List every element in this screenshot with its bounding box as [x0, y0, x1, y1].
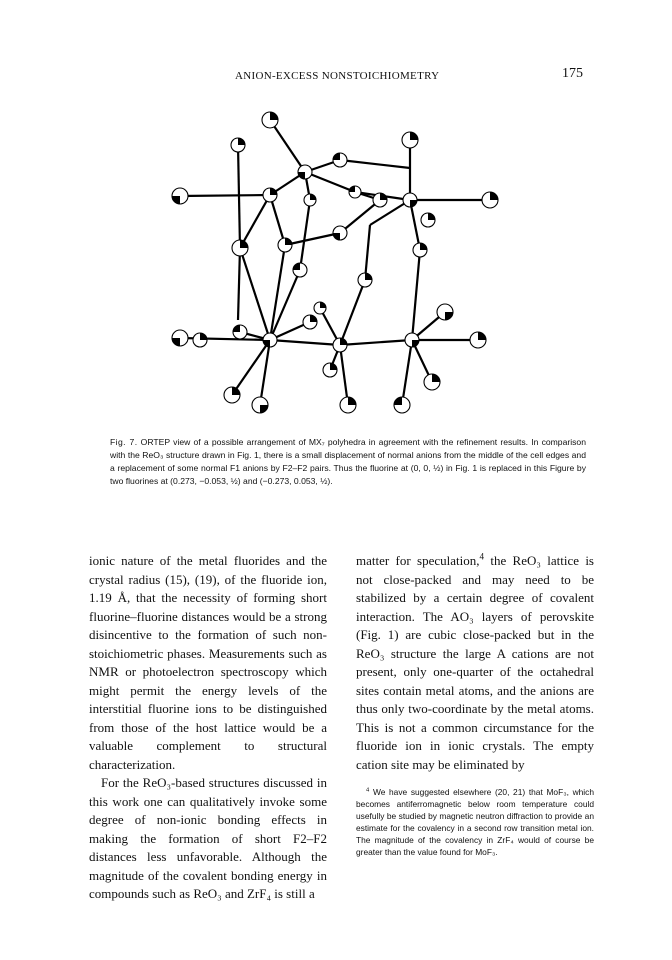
footnote-mark: 4	[366, 787, 370, 794]
left-paragraph-2: For the ReO₃-based structures discussed in this work one can qualitatively invoke some degree of non-ionic bonding effects in making the formation of short F2–F2 distances less unfavorable. Although the magnitude of the covalent bonding energy in compounds such as ReO₃ and ZrF₄ is still a	[89, 775, 327, 901]
right-text-start: matter for speculation,	[356, 553, 480, 568]
footnote-reference: 4	[479, 551, 485, 562]
page-number: 175	[562, 66, 583, 81]
left-paragraph-1: ionic nature of the metal fluorides and the crystal radius (15), (19), of the fluoride ion, 1.19 Å, that the necessity of forming short fluorine–fluorine distances would be a strong disincentive to the formation of such non-stoichiometric phases. Measurements such as NMR or photoelectron spectroscopy which might permit the energy levels of the interstitial fluorine ions to be distinguished from those of the host lattice would be a valuable complement to structural characterization.	[89, 553, 327, 772]
caption-label: Fig. 7.	[110, 437, 138, 447]
running-title: ANION-EXCESS NONSTOICHIOMETRY	[235, 70, 440, 82]
right-text-rest: the ReO₃ lattice is not close-packed and may need to be stabilized by a certain degree of covalent interaction. The AO₃ layers of perovskite (Fig. 1) are cubic close-packed but in the ReO₃ structure the large A cations are not present, only one-quarter of the octahedral sites contain metal atoms, and the anions are thus only two-coordinate by the metal atoms. This is not a common circumstance for the fluoride ion in ionic crystals. The empty cation site may be eliminated by	[356, 553, 594, 772]
footnote	[356, 786, 594, 858]
caption-text: ORTEP view of a possible arrangement of MX₇ polyhedra in agreement with the refinement results. In comparison with the ReO₃ structure drawn in Fig. 1, there is a small displacement of normal anions from the middle of the cell edges and a replacement of some normal F1 anions by F2–F2 pairs. Thus the fluorine at (0, 0, ½) in Fig. 1 is replaced in this Figure by two fluorines at (0.273, −0.053, ½) and (−0.273, 0.053, ½).	[110, 437, 586, 486]
right-paragraph-1	[356, 552, 594, 774]
right-column	[356, 552, 594, 774]
figure-caption	[110, 436, 586, 488]
atoms	[172, 112, 498, 413]
footnote-text: We have suggested elsewhere (20, 21) that MoF₃, which becomes antiferromagnetic below room temperature could usefully be studied by magnetic neutron diffraction to provide an estimate for the covalency in a second row transition metal ion. The magnitude of the covalency in ZrF₄ would of course be greater than the value found for MoF₃.	[356, 787, 595, 857]
ortep-figure	[160, 100, 520, 420]
left-column	[89, 552, 327, 904]
